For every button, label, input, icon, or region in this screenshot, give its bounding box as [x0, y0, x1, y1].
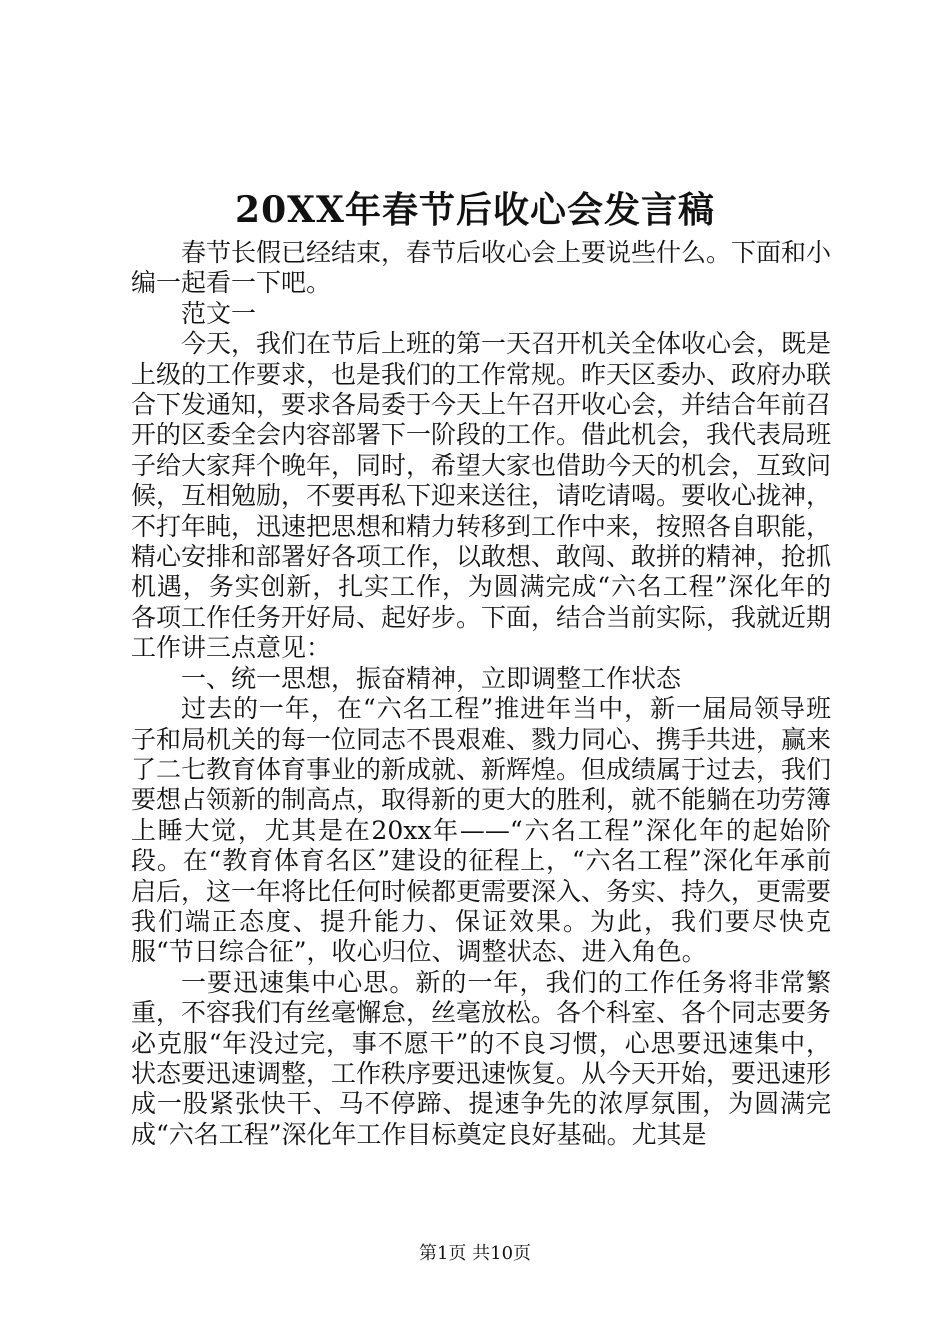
section-heading-1: 一、统一思想，振奋精神，立即调整工作状态 [181, 663, 682, 693]
paragraph-review: 过去的一年，在“六名工程”推进年当中，新一届局领导班子和局机关的每一位同志不畏艰难、戮力同心、携手共进，赢来了二七教育体育事业的新成就、新辉煌。但成绩属于过去，我们要想占领新的制高点，取得新的更大的胜利，就不能躺在功劳簿上睡大觉，尤其是在20xx年——“六名工程”深化年的起始阶段。在“教育体育名区”建设的征程上，“六名工程”深化年承前启后，这一年将比任何时候都更需要深入、务实、持久，更需要我们端正态度、提升能力、保证效果。为此，我们要尽快克服“节日综合征”，收心归位、调整状态、进入角色。 [131, 694, 832, 967]
document-body [131, 238, 831, 1150]
paragraph-opening: 今天，我们在节后上班的第一天召开机关全体收心会，既是上级的工作要求，也是我们的工作常规。昨天区委办、政府办联合下发通知，要求各局委于今天上午召开收心会，并结合年前召开的区委全会内容部署下一阶段的工作。借此机会，我代表局班子给大家拜个晚年，同时，希望大家也借助今天的机会，互致问候，互相勉励，不要再私下迎来送往，请吃请喝。要收心拢神，不打年盹，迅速把思想和精力转移到工作中来，按照各自职能，精心安排和部署好各项工作，以敢想、敢闯、敢拼的精神，抢抓机遇，务实创新，扎实工作，为圆满完成“六名工程”深化年的各项工作任务开好局、起好步。下面，结合当前实际，我就近期工作讲三点意见： [131, 329, 832, 663]
paragraph-focus: 一要迅速集中心思。新的一年，我们的工作任务将非常繁重，不容我们有丝毫懈怠，丝毫放松。各个科室、各个同志要务必克服“年没过完，事不愿干”的不良习惯，心思要迅速集中，状态要迅速调整，工作秩序要迅速恢复。从今天开始，要迅速形成一股紧张快干、马不停蹄、提速争先的浓厚氛围，为圆满完成“六名工程”深化年工作目标奠定良好基础。尤其是 [131, 967, 832, 1149]
paragraph-intro: 春节长假已经结束，春节后收心会上要说些什么。下面和小编一起看一下吧。 [131, 238, 832, 298]
document-title: 20XX年春节后收心会发言稿 [235, 189, 715, 231]
page-number-footer: 第1页 共10页 [418, 1243, 532, 1264]
paragraph-sample-heading: 范文一 [181, 298, 257, 328]
